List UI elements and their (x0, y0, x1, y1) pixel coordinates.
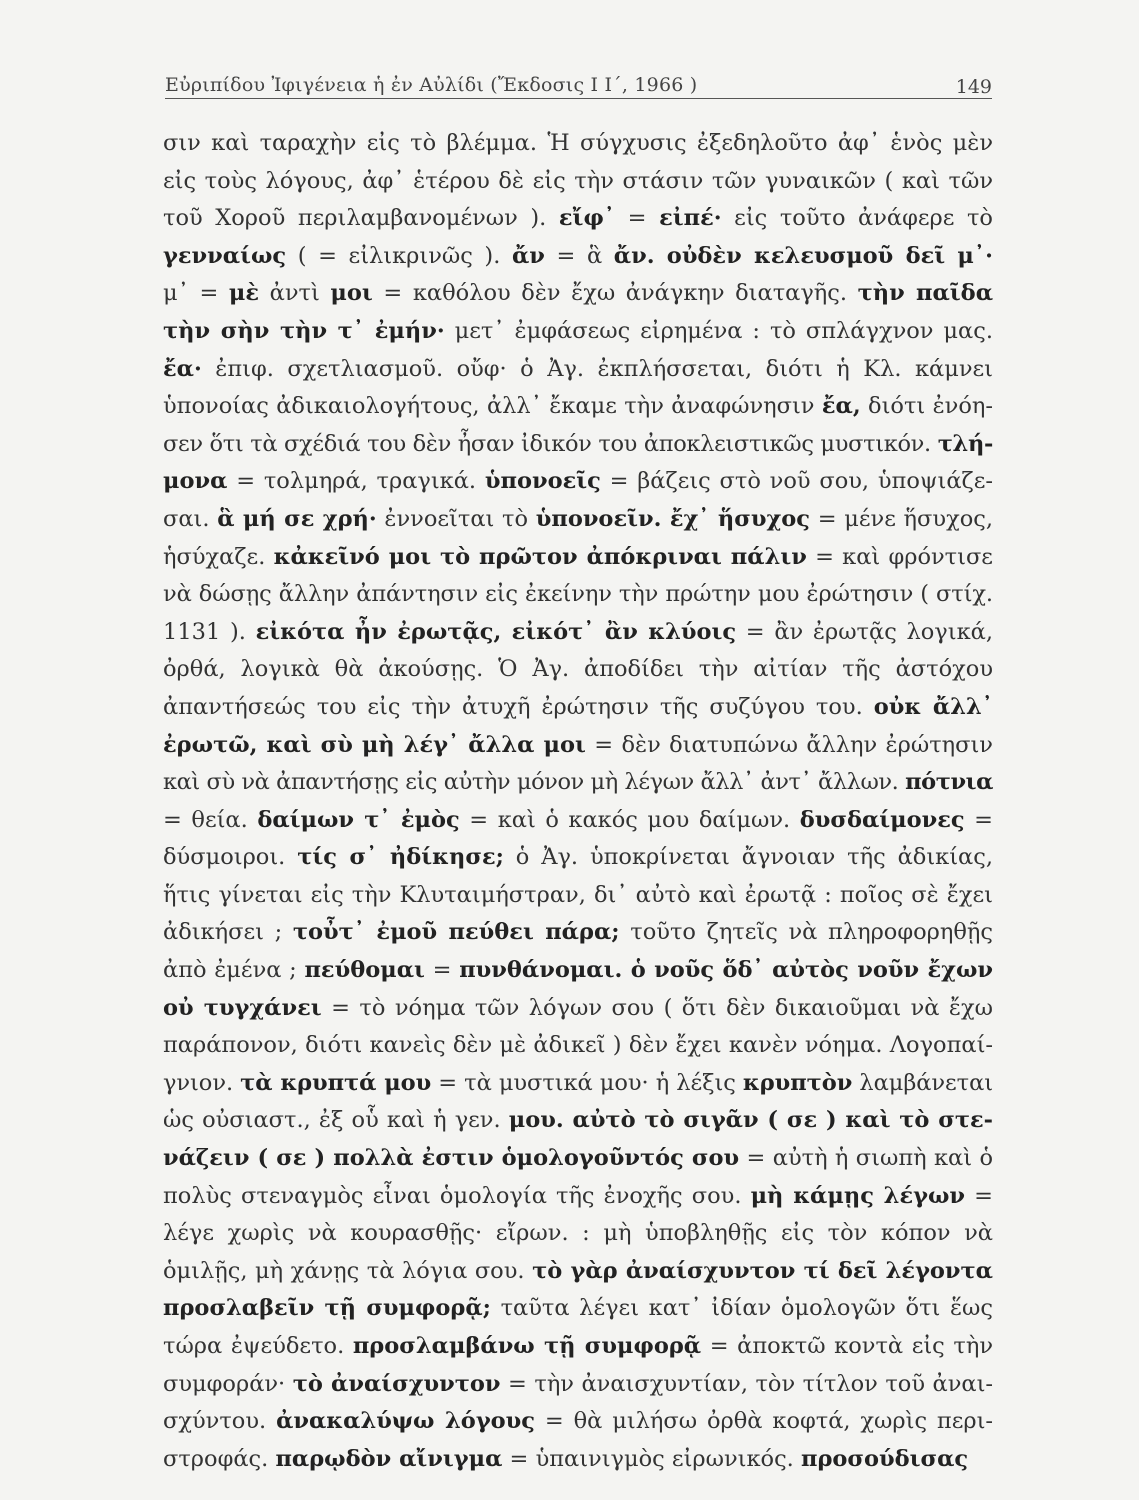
text-line (163, 802, 993, 840)
gloss-text: νὰ δώσῃς ἄλλην ἀπάντησιν εἰς ἐκείνην τὴν πρώτην μου ἐρώτησιν ( στίχ. (163, 581, 993, 608)
gloss-text: σαι. (163, 505, 218, 532)
lemma-term: ἄν. οὐδὲν κελευσμοῦ δεῖ μ᾽· (613, 242, 993, 269)
gloss-text: = ἂν ἐρωτᾷς λογικά, (736, 618, 993, 645)
gloss-text: ὁμιλῇς, μὴ χάνῃς τὰ λόγια σου. (163, 1257, 533, 1284)
gloss-text: = τὴν ἀναισχυντίαν, τὸν τίτλον τοῦ ἀναι- (500, 1370, 993, 1397)
gloss-text: = (615, 205, 660, 232)
gloss-text: εἰς τοὺς λόγους, ἀφ᾽ ἑτέρου δὲ εἰς τὴν στάσιν τῶν γυναικῶν ( καὶ τῶν (163, 167, 993, 194)
gloss-text: γνιον. (163, 1069, 241, 1096)
lemma-term: ἔα, (821, 393, 861, 420)
gloss-text: = (964, 806, 993, 833)
gloss-text: = (424, 957, 460, 984)
text-line (163, 727, 993, 765)
gloss-text: = ἃ (544, 242, 614, 269)
lemma-term: προσούδισας (800, 1445, 969, 1472)
lemma-term: ἐρωτῶ, καὶ σὺ μὴ λέγ᾽ ἄλλα μοι (163, 731, 586, 758)
gloss-text: τώρα ἐψεύδετο. (163, 1333, 353, 1359)
gloss-text: = καὶ ὁ κακός μου δαίμων. (459, 806, 800, 833)
gloss-text: = τὸ νόημα τῶν λόγων σου ( ὅτι δὲν δικαιοῦμαι νὰ ἔχω (321, 994, 993, 1021)
gloss-text: ὁ Ἀγ. ὑποκρίνεται ἄγνοιαν τῆς ἀδικίας, (503, 844, 993, 871)
lemma-term: εἴφ᾽ (558, 205, 616, 232)
lemma-term: ἀνακαλύψω λόγους (276, 1408, 535, 1435)
lemma-term: τὰ κρυπτά μου (240, 1069, 432, 1096)
gloss-text: ὑπονοίας ἀδικαιολογήτους, ἀλλ᾽ ἔκαμε τὴν ἀναφώνησιν (163, 393, 822, 420)
gloss-text: δύσμοιροι. (163, 844, 298, 871)
lemma-term: δυσδαίμονες (799, 806, 965, 833)
gloss-text: = (965, 1182, 993, 1209)
gloss-text: σχύντου. (163, 1408, 277, 1435)
gloss-text: = ἀποκτῶ κοντὰ εἰς τὴν (701, 1333, 993, 1359)
gloss-text: σεν ὅτι τὰ σχέδιά του δὲν ἦσαν ἰδικόν του ἀποκλειστικῶς μυστικόν. (163, 430, 938, 457)
gloss-text: μετ᾽ ἐμφάσεως εἰρημένα : τὸ σπλάγχνον μας. (444, 317, 993, 344)
lemma-term: μοι (330, 280, 373, 307)
text-line (163, 651, 993, 689)
text-line (163, 1403, 993, 1441)
lemma-term: κἀκεῖνό μοι τὸ πρῶτον ἀπόκριναι πάλιν (273, 543, 807, 570)
lemma-term: τίς σ᾽ ἠδίκησε; (297, 844, 504, 871)
lemma-term: οὐκ ἄλλ᾽ (873, 693, 993, 720)
gloss-text: λέγε χωρὶς νὰ κουρασθῇς· εἴρων. : μὴ ὑποβληθῇς εἰς τὸν κόπον νὰ (163, 1220, 993, 1247)
lemma-term: προσλαμβάνω τῇ συμφορᾷ (352, 1333, 702, 1359)
text-line (163, 689, 993, 727)
gloss-text: ὡς οὐσιαστ., ἐξ οὗ καὶ ἡ γεν. (163, 1107, 509, 1134)
text-line (163, 839, 993, 877)
text-line (163, 1366, 993, 1404)
lemma-term: πυνθάνομαι. ὁ νοῦς ὅδ᾽ αὐτὸς νοῦν ἔχων (459, 957, 993, 984)
gloss-text: = ὑπαινιγμὸς εἰρωνικός. (502, 1445, 801, 1472)
gloss-text: ἡσύχαζε. (163, 543, 274, 570)
gloss-text: ἀντὶ (259, 280, 331, 307)
gloss-text: ἀπαντήσεώς του εἰς τὴν ἀτυχῆ ἐρώτησιν τῆς συζύγου του. (163, 693, 874, 720)
gloss-text: ἀδικήσει ; (163, 919, 293, 946)
commentary-text (163, 125, 993, 1478)
text-line (163, 163, 993, 201)
text-line (163, 1065, 993, 1103)
gloss-text: τοῦτο ζητεῖς νὰ πληροφορηθῇς (619, 919, 993, 946)
gloss-text: σιν καὶ ταραχὴν εἰς τὸ βλέμμα. Ἡ σύγχυσις ἐξεδηλοῦτο ἀφ᾽ ἑνὸς μὲν (163, 130, 993, 156)
gloss-text: = καθόλου δὲν ἔχω ἀνάγκην διαταγῆς. (372, 280, 858, 307)
running-header (165, 68, 992, 99)
gloss-text: = δὲν διατυπώνω ἄλλην ἐρώτησιν (585, 731, 993, 758)
gloss-text: = θεία. (163, 806, 258, 833)
text-line (163, 463, 993, 501)
lemma-term: τὴν παῖδα (857, 280, 993, 307)
gloss-text: ἐννοεῖται τὸ (376, 505, 536, 532)
lemma-term: εἰπέ· (659, 205, 722, 232)
gloss-text: = θὰ μιλήσω ὀρθὰ κοφτά, χωρὶς περι- (535, 1408, 993, 1435)
lemma-term: τὸ ἀναίσχυντον (292, 1370, 501, 1397)
lemma-term: νάζειν ( σε ) πολλὰ ἐστιν ὁμολογοῦντός σου (163, 1145, 740, 1172)
text-line (163, 200, 993, 238)
text-line (163, 275, 993, 313)
gloss-text: καὶ σὺ νὰ ἀπαντήσῃς εἰς αὐτὴν μόνον μὴ λέγων ἄλλ᾽ ἀντ᾽ ἄλλων. (163, 769, 906, 796)
text-line (163, 313, 993, 351)
text-line (163, 990, 993, 1028)
text-line (163, 1102, 993, 1140)
text-line (163, 426, 993, 464)
lemma-term: ἄν (511, 242, 545, 269)
lemma-term: μὲ (228, 280, 260, 307)
text-line (163, 1441, 993, 1479)
text-line (163, 125, 993, 163)
gloss-text: ἥτις γίνεται εἰς τὴν Κλυταιμήστραν, δι᾽ αὐτὸ καὶ ἐρωτᾷ : ποῖος σὲ ἔχει (163, 881, 993, 908)
lemma-term: ἃ μή σε χρή· (217, 505, 377, 532)
lemma-term: πεύθομαι (304, 957, 425, 984)
gloss-text: 1131 ). (163, 618, 256, 645)
lemma-term: προσλαβεῖν τῇ συμφορᾷ; (163, 1295, 491, 1322)
lemma-term: κρυπτὸν (742, 1069, 853, 1096)
gloss-text: εἰς τοῦτο ἀνάφερε τὸ (721, 205, 993, 232)
text-line (163, 1253, 993, 1291)
text-line (163, 1027, 993, 1065)
lemma-term: δαίμων τ᾽ ἐμὸς (257, 806, 460, 833)
lemma-term: ὑπονοεῖς (484, 468, 601, 495)
text-line (163, 238, 993, 276)
text-line (163, 1328, 993, 1366)
lemma-term: γενναίως (163, 242, 287, 269)
text-line (163, 1215, 993, 1253)
text-line (163, 614, 993, 652)
lemma-term: μου. αὐτὸ τὸ σιγᾶν ( σε ) καὶ τὸ στε- (508, 1107, 993, 1134)
gloss-text: πολὺς στεναγμὸς εἶναι ὁμολογία τῆς ἐνοχῆς σου. (163, 1182, 751, 1209)
lemma-term: μὴ κάμῃς λέγων (750, 1182, 966, 1209)
text-line (163, 388, 993, 426)
lemma-term: πότνια (905, 769, 993, 796)
text-line (163, 351, 993, 389)
text-line (163, 576, 993, 614)
gloss-text: = τὰ μυστικά μου· ἡ λέξις (431, 1069, 743, 1096)
text-line (163, 539, 993, 577)
gloss-text: ἀπὸ ἐμένα ; (163, 957, 305, 984)
gloss-text: ταῦτα λέγει κατ᾽ ἰδίαν ὁμολογῶν ὅτι ἕως (490, 1295, 993, 1322)
gloss-text: = βάζεις στὸ νοῦ σου, ὑποψιάζε- (600, 468, 993, 495)
text-line (163, 914, 993, 952)
gloss-text: παράπονον, διότι κανεὶς δὲν μὲ ἀδικεῖ ) δὲν ἔχει κανὲν νόημα. Λογοπαί- (163, 1032, 993, 1059)
lemma-term: τοὖτ᾽ ἐμοῦ πεύθει πάρα; (292, 919, 620, 946)
text-line (163, 1290, 993, 1328)
gloss-text: διότι ἐνόη- (860, 393, 993, 420)
gloss-text: = καὶ φρόντισε (806, 543, 993, 570)
gloss-text: = αὐτὴ ἡ σιωπὴ καὶ ὁ (739, 1145, 993, 1172)
gloss-text: ὀρθά, λογικὰ θὰ ἀκούσῃς. Ὁ Ἀγ. ἀποδίδει τὴν αἰτίαν τῆς ἀστόχου (163, 656, 993, 683)
gloss-text: ( = εἰλικρινῶς ). (286, 242, 512, 269)
lemma-term: παρῳδὸν αἴνιγμα (275, 1445, 503, 1472)
lemma-term: ἔα· (163, 355, 202, 382)
lemma-term: τὴν σὴν τὴν τ᾽ ἐμήν· (163, 317, 445, 344)
lemma-term: τλή- (937, 430, 993, 457)
text-line (163, 952, 993, 990)
gloss-text: στροφάς. (163, 1445, 276, 1472)
lemma-term: τὸ γὰρ ἀναίσχυντον τί δεῖ λέγοντα (532, 1257, 993, 1284)
gloss-text: ἐπιφ. σχετλιασμοῦ. οὔφ· ὁ Ἀγ. ἐκπλήσσεται, διότι ἡ Κλ. κάμνει (201, 355, 993, 382)
running-title: Εὐριπίδου Ἰφιγένεια ἡ ἐν Αὐλίδι (Ἔκδοσις Ι Ι΄, 1966 ) (165, 74, 698, 96)
text-line (163, 501, 993, 539)
gloss-text: = μένε ἥσυχος, (810, 505, 993, 532)
gloss-text: συμφοράν· (163, 1370, 293, 1397)
page-number: 149 (955, 76, 992, 98)
gloss-text: λαμβάνεται (852, 1069, 993, 1096)
lemma-term: οὐ τυγχάνει (163, 994, 322, 1021)
gloss-text: τοῦ Χοροῦ περιλαμβανομένων ). (163, 205, 559, 232)
text-line (163, 1140, 993, 1178)
lemma-term: εἰκότα ἦν ἐρωτᾷς, εἰκότ᾽ ἂν κλύοις (255, 618, 737, 645)
text-line (163, 764, 993, 802)
text-line (163, 877, 993, 915)
gloss-text: = τολμηρά, τραγικά. (227, 468, 485, 495)
text-line (163, 1178, 993, 1216)
lemma-term: ὑπονοεῖν. ἔχ᾽ ἥσυχος (535, 505, 810, 532)
gloss-text: μ᾽ = (163, 280, 229, 307)
lemma-term: μονα (163, 468, 228, 495)
